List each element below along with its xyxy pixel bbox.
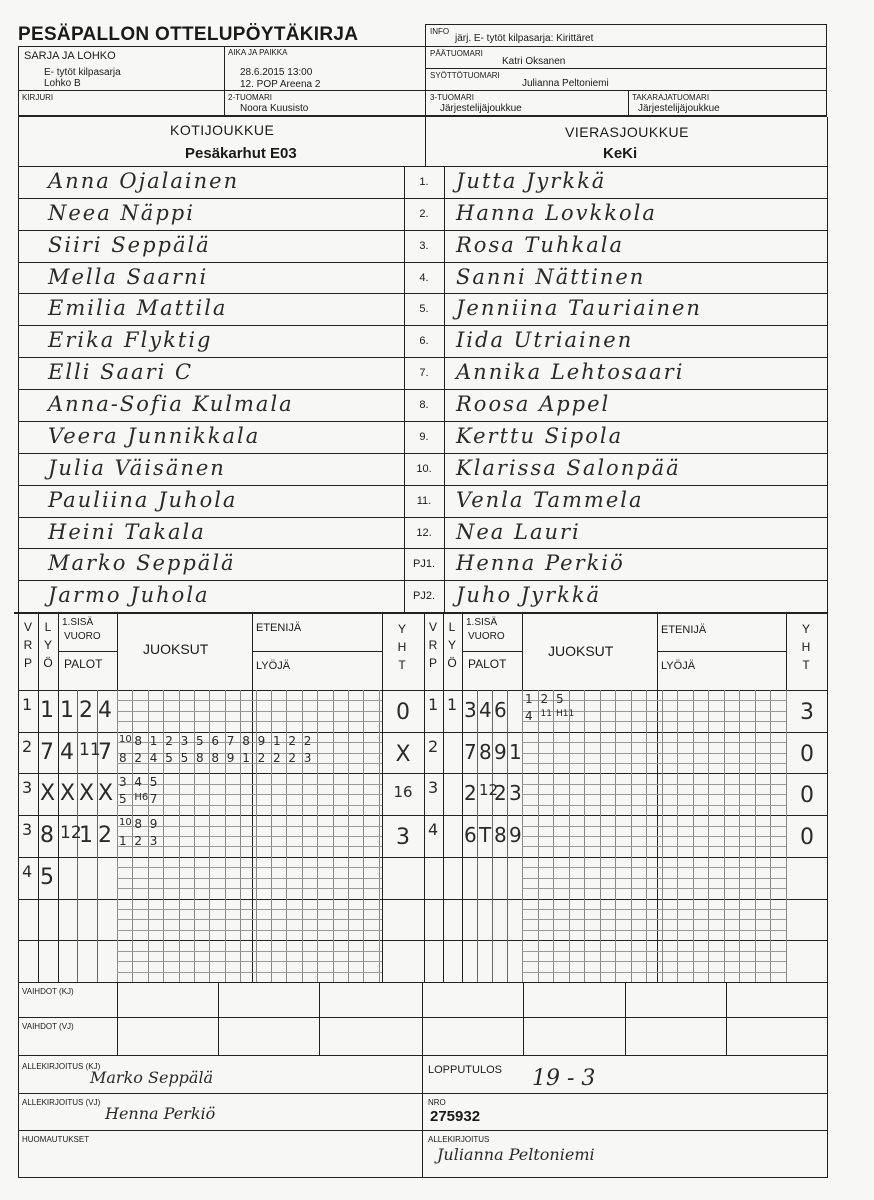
home-run-bottom: 1 xyxy=(242,750,250,765)
home-run-top: 6 xyxy=(211,733,220,748)
away-run-bottom: H11 xyxy=(556,709,575,719)
away-run-top: 2 xyxy=(540,692,549,706)
home-run-bottom: H6 xyxy=(134,792,149,804)
palot-subcolumn xyxy=(492,690,493,982)
home-yht-value: 16 xyxy=(393,783,413,802)
home-run-bottom: 1 xyxy=(119,834,127,849)
vaihdot-column xyxy=(319,982,320,1055)
home-run-top: 3 xyxy=(180,733,189,748)
away-player-name: Roosa Appel xyxy=(456,392,611,416)
home-run-bottom: 8 xyxy=(196,750,204,765)
run-subrow xyxy=(117,878,382,879)
vaihdot-column xyxy=(523,982,524,1055)
away-yht-value: 3 xyxy=(800,700,814,725)
lopputulos-value: 19 - 3 xyxy=(532,1066,596,1091)
away-palo-value: 2 xyxy=(464,781,477,806)
away-vrp-value: 3 xyxy=(428,778,439,798)
home-run-bottom: 9 xyxy=(226,750,235,765)
home-player-name: Anna-Sofia Kulmala xyxy=(48,392,294,416)
grid-column-line xyxy=(58,614,59,982)
vaihdot-column xyxy=(117,982,118,1055)
tuomari3-value: Järjestelijäjoukkue xyxy=(440,103,522,114)
yht-header: T xyxy=(802,658,810,672)
syottotuomari-value: Julianna Peltoniemi xyxy=(522,78,609,89)
roster-number: 10. xyxy=(416,462,432,475)
run-subrow xyxy=(522,972,786,973)
etenija-header: ETENIJÄ xyxy=(256,622,302,634)
run-subrow xyxy=(117,867,382,868)
away-palo-value: 3 xyxy=(509,781,522,806)
home-run-top: 3 xyxy=(119,775,127,790)
home-lyo-value: 8 xyxy=(40,823,54,849)
lyoja-header: LYÖJÄ xyxy=(661,660,696,672)
run-subrow xyxy=(522,961,786,962)
home-run-top: 1 xyxy=(273,733,281,748)
nro-value: 275932 xyxy=(430,1108,481,1125)
home-run-top: 4 xyxy=(134,775,143,790)
lyo-header: L xyxy=(44,620,52,634)
home-run-bottom: 2 xyxy=(134,834,143,849)
run-subrow xyxy=(522,878,786,879)
grid-row-line xyxy=(18,899,828,900)
away-palo-value: 9 xyxy=(494,739,507,764)
lyo-header: Ö xyxy=(43,656,53,670)
lohko-value: Lohko B xyxy=(44,78,81,89)
home-run-bottom: 2 xyxy=(134,750,143,765)
roster-row-divider xyxy=(18,453,828,454)
allekirjoitus-label: ALLEKIRJOITUS xyxy=(428,1135,490,1144)
home-player-name: Veera Junnikkala xyxy=(48,423,261,448)
away-palo-value: 1 xyxy=(509,739,522,764)
vrp-header: P xyxy=(23,656,32,670)
home-run-top: 10 xyxy=(119,817,132,829)
sisa-header: 1.SISÄ xyxy=(62,617,94,628)
run-subrow xyxy=(117,721,382,722)
tuomari3-label: 3-TUOMARI xyxy=(430,93,474,102)
home-team-label: KOTIJOUKKUE xyxy=(170,122,275,138)
roster-number: 4. xyxy=(419,271,429,284)
home-player-name: Emilia Mattila xyxy=(48,296,228,321)
home-run-top: 2 xyxy=(288,733,297,748)
run-subrow xyxy=(117,700,382,701)
home-run-top: 8 xyxy=(134,733,143,748)
away-player-name: Jenniina Tauriainen xyxy=(456,296,702,321)
vaihdot-column xyxy=(218,982,219,1055)
run-subrow xyxy=(117,909,382,910)
info-label: INFO xyxy=(430,27,450,36)
away-run-bottom: 4 xyxy=(525,709,533,723)
sarja-value: E- tytöt kilpasarja xyxy=(44,67,121,78)
home-yht-value: 3 xyxy=(396,825,410,851)
vrp-header: P xyxy=(428,656,437,670)
run-subrow xyxy=(522,909,786,910)
yht-header: Y xyxy=(801,622,810,636)
vaihdot-column xyxy=(422,982,423,1055)
away-palo-value: 6 xyxy=(494,698,507,722)
roster-number: 7. xyxy=(419,367,429,380)
home-run-top: 2 xyxy=(303,733,312,748)
grid-row-line xyxy=(18,773,828,774)
away-palo-value: 7 xyxy=(464,739,477,764)
vuoro-header: VUORO xyxy=(468,631,505,642)
lyo-header: Y xyxy=(447,638,456,652)
home-player-name: Mella Saarni xyxy=(48,264,209,289)
home-lyo-value: 5 xyxy=(40,864,54,890)
home-run-top: 9 xyxy=(149,817,158,832)
away-run-top: 5 xyxy=(556,692,564,706)
away-palo-value: 9 xyxy=(509,823,522,848)
info-value: järj. E- tytöt kilpasarja: Kirittäret xyxy=(455,33,594,44)
roster-row-divider xyxy=(18,485,828,486)
away-yht-value: 0 xyxy=(800,783,814,809)
grid-row-line xyxy=(18,815,828,816)
signature-vj: Henna Perkiö xyxy=(105,1104,216,1123)
run-subrow xyxy=(522,742,786,743)
yht-header: Y xyxy=(397,622,406,636)
grid-header-line xyxy=(462,651,522,652)
home-palo-value: X xyxy=(79,781,95,807)
palot-header: PALOT xyxy=(468,657,507,671)
away-vrp-value: 1 xyxy=(428,695,439,714)
home-player-name: Elli Saari C xyxy=(48,360,194,385)
yht-header: H xyxy=(397,640,407,654)
lyoja-header: LYÖJÄ xyxy=(256,660,291,672)
away-palo-value: 4 xyxy=(479,698,492,722)
vrp-header: V xyxy=(428,620,437,634)
footer-line xyxy=(18,1055,828,1056)
roster-number: 3. xyxy=(419,239,429,252)
away-player-name: Venla Tammela xyxy=(456,487,644,512)
run-subrow xyxy=(522,784,786,785)
away-palo-value: 2 xyxy=(494,781,507,806)
away-lyo-value: 1 xyxy=(447,695,458,714)
sarja-label: SARJA JA LOHKO xyxy=(24,50,116,62)
away-vrp-value: 2 xyxy=(428,736,439,756)
run-subrow xyxy=(117,961,382,962)
home-palo-value: 11 xyxy=(79,739,101,760)
run-subrow xyxy=(522,794,786,795)
vaihdot-vj-label: VAIHDOT (VJ) xyxy=(22,1022,74,1031)
home-run-bottom: 4 xyxy=(149,750,158,765)
roster-number: 11. xyxy=(416,494,432,507)
home-lyo-value: 1 xyxy=(40,698,54,723)
home-run-bottom: 5 xyxy=(165,750,173,765)
yht-header: H xyxy=(801,640,811,654)
away-player-name: Kerttu Sipola xyxy=(456,423,624,448)
home-run-bottom: 3 xyxy=(149,834,158,849)
away-palo-value: 8 xyxy=(494,823,507,848)
run-subrow xyxy=(522,836,786,837)
signature-final: Julianna Peltoniemi xyxy=(437,1145,595,1164)
roster-number: 5. xyxy=(419,303,429,316)
vuoro-header: VUORO xyxy=(64,631,101,642)
home-run-top: 8 xyxy=(242,733,250,748)
kirjuri-label: KIRJURI xyxy=(22,93,54,102)
aika-label: AIKA JA PAIKKA xyxy=(228,48,288,57)
roster-row-divider xyxy=(18,548,828,549)
grid-header-bottom xyxy=(18,690,828,691)
roster-number: PJ1. xyxy=(412,558,435,571)
home-run-bottom: 2 xyxy=(257,750,266,765)
allekirjoitus-kj-label: ALLEKIRJOITUS (KJ) xyxy=(22,1062,101,1071)
roster-row-divider xyxy=(18,293,828,294)
away-player-name: Sanni Nättinen xyxy=(456,264,646,289)
home-palo-value: 4 xyxy=(98,698,112,723)
away-player-name: Annika Lehtosaari xyxy=(456,360,685,385)
takaraja-value: Järjestelijäjoukkue xyxy=(638,103,720,114)
palot-subcolumn xyxy=(477,690,478,982)
run-subrow xyxy=(117,919,382,920)
footer-line xyxy=(18,1093,828,1094)
vaihdot-kj-label: VAIHDOT (KJ) xyxy=(22,987,74,996)
run-subrow xyxy=(522,888,786,889)
grid-row-line xyxy=(18,982,828,983)
home-run-bottom: 5 xyxy=(119,792,127,807)
run-subrow xyxy=(117,711,382,712)
away-player-name: Hanna Lovkkola xyxy=(456,200,657,225)
footer-line xyxy=(18,1017,828,1018)
roster-number: 2. xyxy=(419,207,429,220)
grid-row-line xyxy=(18,732,828,733)
lyo-header: Y xyxy=(43,638,52,652)
home-vrp-value: 2 xyxy=(22,736,33,756)
away-player-name: Rosa Tuhkala xyxy=(456,232,624,257)
roster-row-divider xyxy=(18,325,828,326)
grid-column-line xyxy=(657,614,658,982)
grid-column-line xyxy=(462,614,463,982)
run-subrow xyxy=(522,753,786,754)
palot-subcolumn xyxy=(507,690,508,982)
grid-header-line xyxy=(58,651,117,652)
vrp-header: R xyxy=(428,638,438,652)
home-palo-value: 1 xyxy=(79,823,93,849)
home-run-bottom: 8 xyxy=(211,750,220,765)
etenija-header: ETENIJÄ xyxy=(661,624,707,636)
tuomari2-label: 2-TUOMARI xyxy=(228,93,272,102)
footer-line xyxy=(422,1055,423,1178)
away-vrp-value: 4 xyxy=(428,820,439,840)
roster-number: 1. xyxy=(419,176,429,188)
roster-row-divider xyxy=(18,389,828,390)
palot-header: PALOT xyxy=(64,657,103,671)
roster-number: 8. xyxy=(419,399,429,411)
aika-value: 28.6.2015 13:00 xyxy=(240,67,313,78)
run-subrow xyxy=(522,763,786,764)
home-vrp-value: 4 xyxy=(22,861,33,881)
paatuomari-label: PÄÄTUOMARI xyxy=(430,49,483,58)
home-run-top: 10 xyxy=(119,733,132,745)
home-run-top: 7 xyxy=(226,733,235,748)
away-player-name: Klarissa Salonpää xyxy=(456,455,681,480)
footer-line xyxy=(18,1130,828,1131)
vrp-header: V xyxy=(23,620,32,634)
roster-row-divider xyxy=(18,198,828,199)
home-run-bottom: 3 xyxy=(303,750,312,765)
home-run-bottom: 2 xyxy=(273,750,281,765)
paikka-value: 12. POP Areena 2 xyxy=(240,79,321,90)
home-lyo-value: X xyxy=(40,781,56,807)
allekirjoitus-vj-label: ALLEKIRJOITUS (VJ) xyxy=(22,1098,101,1107)
away-palo-value: 3 xyxy=(464,698,477,722)
roster-row-divider xyxy=(18,421,828,422)
home-run-bottom: 7 xyxy=(149,792,158,807)
roster-row-divider xyxy=(18,517,828,518)
home-palo-value: 1 xyxy=(60,698,74,723)
grid-header-line xyxy=(252,651,382,652)
sisa-header: 1.SISÄ xyxy=(466,617,498,628)
run-subrow xyxy=(522,721,786,722)
nro-label: NRO xyxy=(428,1098,446,1107)
run-subrow xyxy=(117,951,382,952)
form-title: PESÄPALLON OTTELUPÖYTÄKIRJA xyxy=(18,24,359,45)
home-player-name: Siiri Seppälä xyxy=(48,232,211,257)
home-player-name: Marko Seppälä xyxy=(48,551,236,576)
away-player-name: Henna Perkiö xyxy=(456,551,625,576)
run-subrow xyxy=(117,972,382,973)
home-palo-value: 4 xyxy=(60,739,74,765)
home-player-name: Jarmo Juhola xyxy=(48,583,210,608)
away-player-name: Jutta Jyrkkä xyxy=(456,169,607,193)
roster-number: PJ2. xyxy=(412,590,435,603)
roster-number: 6. xyxy=(419,335,429,348)
home-yht-value: X xyxy=(395,741,411,767)
run-subrow xyxy=(522,867,786,868)
lyo-header: L xyxy=(448,620,456,634)
roster-number: 9. xyxy=(419,430,429,443)
takaraja-label: TAKARAJATUOMARI xyxy=(632,93,710,102)
run-subrow xyxy=(117,888,382,889)
away-yht-value: 0 xyxy=(800,741,814,767)
home-palo-value: 2 xyxy=(79,698,93,723)
lopputulos-label: LOPPUTULOS xyxy=(428,1064,502,1076)
roster-row-divider xyxy=(18,230,828,231)
home-palo-value: 2 xyxy=(98,823,112,849)
home-run-top: 5 xyxy=(196,733,204,748)
vaihdot-column xyxy=(625,982,626,1055)
home-run-bottom: 5 xyxy=(180,750,189,765)
away-run-top: 1 xyxy=(525,692,533,706)
run-subrow xyxy=(522,846,786,847)
home-run-top: 1 xyxy=(149,733,158,748)
home-team-name: Pesäkarhut E03 xyxy=(185,145,297,162)
syottotuomari-label: SYÖTTÖTUOMARI xyxy=(430,71,500,80)
away-player-name: Iida Utriainen xyxy=(456,328,634,353)
yht-header: T xyxy=(398,658,406,672)
home-palo-value: 12 xyxy=(60,823,82,844)
run-subrow xyxy=(117,930,382,931)
juoksut-header: JUOKSUT xyxy=(548,643,614,659)
roster-row-divider xyxy=(18,262,828,263)
away-run-bottom: 11 xyxy=(540,709,552,719)
home-run-bottom: 8 xyxy=(119,750,127,765)
tuomari2-value: Noora Kuusisto xyxy=(240,103,309,114)
away-palo-value: 8 xyxy=(479,739,492,764)
vrp-header: R xyxy=(23,638,33,652)
home-vrp-value: 3 xyxy=(22,778,33,798)
grid-header-line xyxy=(657,651,786,652)
run-subrow xyxy=(522,919,786,920)
lyo-header: Ö xyxy=(447,656,457,670)
run-subrow xyxy=(522,951,786,952)
run-subrow xyxy=(522,930,786,931)
roster-row-divider xyxy=(18,580,828,581)
home-run-top: 2 xyxy=(165,733,173,748)
home-lyo-value: 7 xyxy=(40,739,54,765)
home-palo-value: 7 xyxy=(98,739,112,765)
home-palo-value: X xyxy=(98,781,114,807)
home-player-name: Julia Väisänen xyxy=(48,455,226,480)
home-vrp-value: 1 xyxy=(22,695,33,714)
home-player-name: Pauliina Juhola xyxy=(48,487,238,512)
roster-row-divider xyxy=(18,357,828,358)
home-player-name: Heini Takala xyxy=(48,519,206,544)
grid-column-line xyxy=(252,614,253,982)
grid-column-line xyxy=(827,614,828,982)
home-run-top: 5 xyxy=(149,775,158,790)
away-palo-value: 6 xyxy=(464,823,477,848)
roster-number: 12. xyxy=(416,526,432,539)
away-team-name: KeKi xyxy=(603,145,638,162)
home-run-top: 8 xyxy=(134,817,143,832)
vaihdot-column xyxy=(726,982,727,1055)
away-palo-value: T xyxy=(479,823,492,848)
footer-line xyxy=(827,982,828,1178)
juoksut-header: JUOKSUT xyxy=(143,641,209,657)
home-player-name: Neea Näppi xyxy=(48,200,195,225)
grid-row-line xyxy=(18,857,828,858)
away-palo-value: 12 xyxy=(479,781,499,800)
run-subrow xyxy=(522,826,786,827)
footer-line xyxy=(18,982,19,1178)
away-player-name: Juho Jyrkkä xyxy=(456,583,602,608)
run-subrow xyxy=(522,805,786,806)
home-run-top: 9 xyxy=(257,733,266,748)
away-yht-value: 0 xyxy=(800,825,814,851)
grid-row-line xyxy=(18,940,828,941)
home-palo-value: X xyxy=(60,781,76,807)
footer-line xyxy=(18,1177,828,1178)
home-run-bottom: 2 xyxy=(288,750,297,765)
away-player-name: Nea Lauri xyxy=(456,519,581,544)
home-yht-value: 0 xyxy=(396,700,410,725)
home-player-name: Erika Flyktig xyxy=(48,328,213,353)
huomautukset-label: HUOMAUTUKSET xyxy=(22,1135,90,1144)
home-vrp-value: 3 xyxy=(22,820,33,840)
paatuomari-value: Katri Oksanen xyxy=(502,56,566,67)
home-player-name: Anna Ojalainen xyxy=(48,169,240,193)
signature-kj: Marko Seppälä xyxy=(90,1068,214,1087)
away-team-label: VIERASJOUKKUE xyxy=(565,124,689,140)
